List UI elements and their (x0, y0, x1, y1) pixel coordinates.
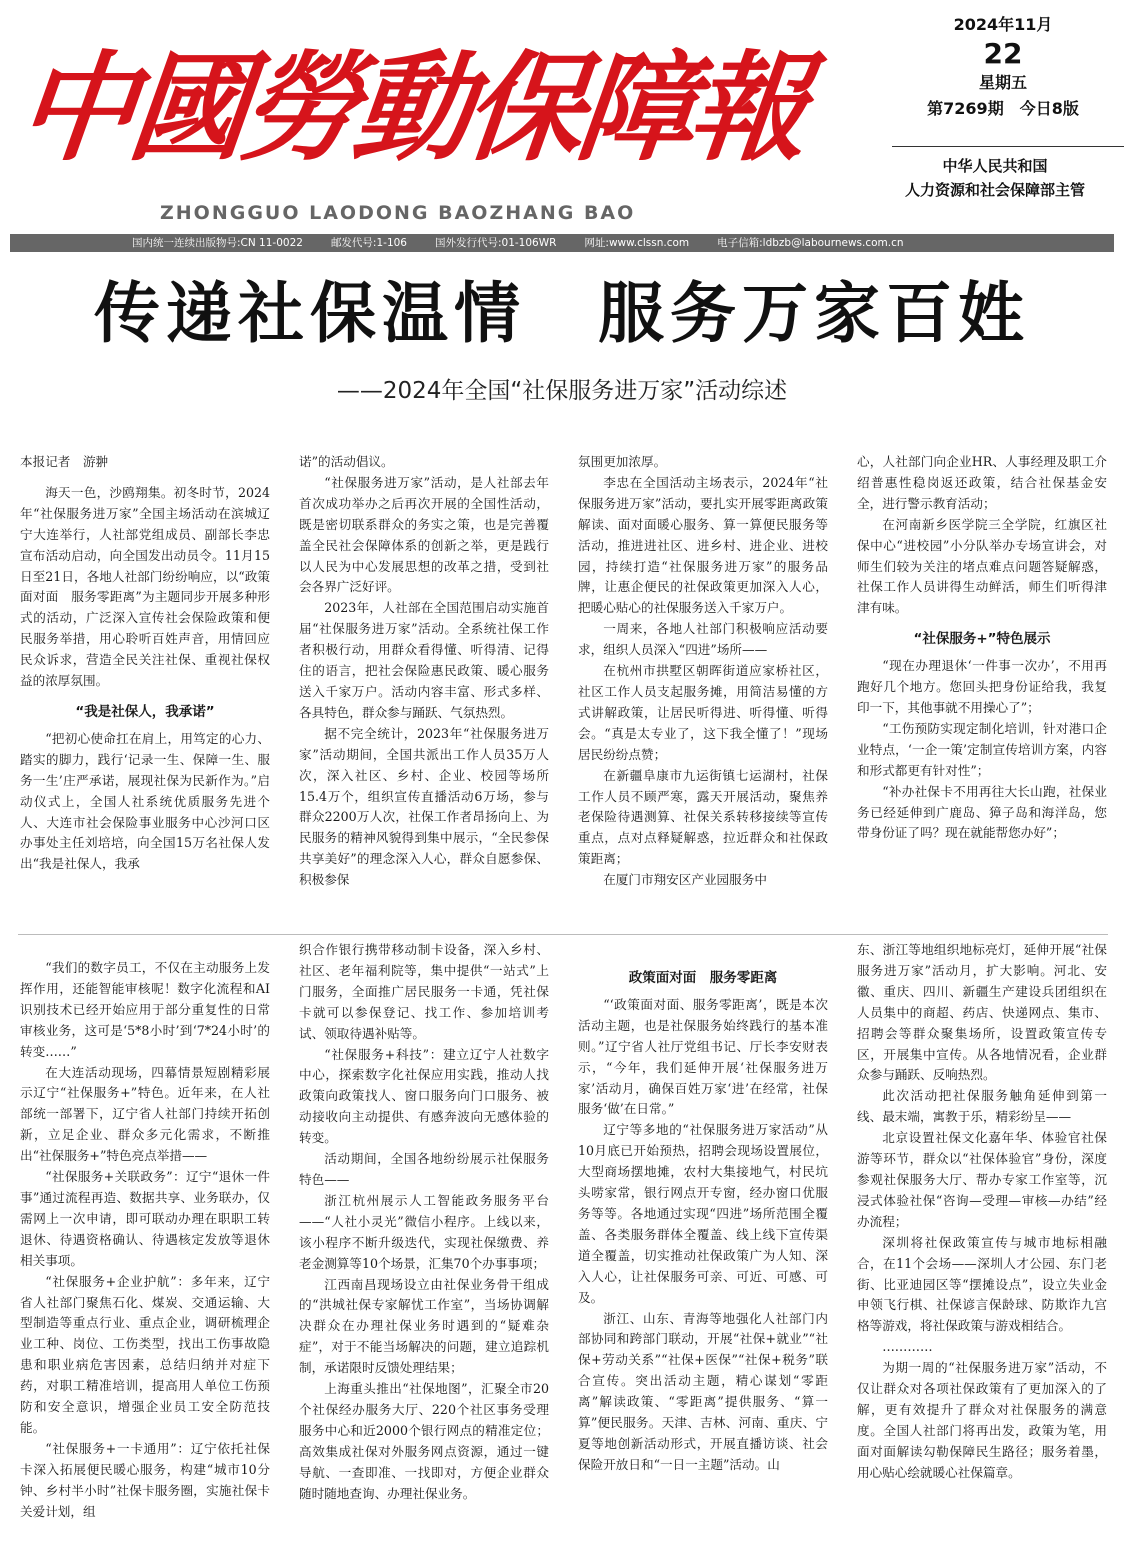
paragraph: “社保服务+企业护航”：多年来，辽宁省人社部门聚焦石化、煤炭、交通运输、大型制造等重点行业、重点企业，调研梳理企业工种、岗位、工伤类型，找出工伤事故隐患和职业病危害因素，总结归纳并对症下药，对职工精准培训，提高用人单位工伤预防和安全意识，增强企业员工安全防范技能。 (20, 1273, 270, 1435)
cn-number: 国内统一连续出版物号:CN 11-0022 (132, 237, 303, 249)
paragraph: 浙江杭州展示人工智能政务服务平台——“人社小灵光”微信小程序。上线以来，该小程序不断升级迭代，实现社保缴费、养老金测算等10个场景，汇集70个办事事项； (299, 1192, 549, 1271)
column-1-top (20, 452, 270, 928)
paragraph: 在厦门市翔安区产业园服务中 (603, 872, 767, 888)
subheadline: ——2024年全国“社保服务进万家”活动综述 (336, 378, 788, 404)
paragraph: 东、浙江等地组织地标亮灯，延伸开展“社保服务进万家”活动月，扩大影响。河北、安徽、重庆、四川、新疆生产建设兵团组织在人员集中的商超、药店、快递网点、集市、招聘会等群众聚集场所，设置政策宣传专区，开展集中宣传。从各地情况看，企业群众参与踊跃、反响热烈。 (857, 942, 1107, 1083)
email[interactable]: 电子信箱:ldbzb@labournews.com.cn (717, 237, 904, 249)
paragraph: 在新疆阜康市九运街镇七运湖村，社保工作人员不顾严寒，露天开展活动，聚焦养老保险待遇测算、社保关系转移接续等宣传重点，点对点释疑解惑，拉近群众和社保政策距离； (578, 767, 828, 867)
headline: 传递社保温情 服务万家百姓 (94, 275, 1030, 352)
masthead-pinyin: ZHONGGUO LAODONG BAOZHANG BAO (160, 202, 636, 224)
publication-info-bar (10, 234, 1114, 252)
website[interactable]: 网址:www.clssn.com (584, 237, 690, 249)
paragraph: “现在办理退休‘一件事一次办’，不用再跑好几个地方。您回头把身份证给我，我复印一下，其他事就不用操心了”； (857, 658, 1107, 715)
paragraph: “社保服务+关联政务”：辽宁“退休一件事”通过流程再造、数据共享、业务联办，仅需网上一次申请，即可联动办理在职职工转退休、待遇资格确认、待遇核定发放等退休相关事项。 (20, 1169, 270, 1268)
section-divider (18, 934, 1108, 935)
paragraph: 为期一周的“社保服务进万家”活动，不仅让群众对各项社保政策有了更加深入的了解，更有效提升了群众对社保服务的满意度。全国人社部门将再出发，政策为笔，用面对面解读勾勒保障民生路径；服务着墨，用心贴心绘就暖心社保篇章。 (857, 1360, 1107, 1480)
weekday: 星期五 (978, 73, 1027, 92)
section-heading-policy: 政策面对面 服务零距离 (628, 970, 778, 986)
paragraph: 氛围更加浓厚。 (578, 454, 667, 469)
paragraph: 海天一色，沙鸥翔集。初冬时节，2024年“社保服务进万家”全国主场活动在滨城辽宁大连举行，人社部党组成员、副部长李忠宣布活动启动，向全国发出动员令。11月15日至21日，各地人社部门纷纷响应，以“政策面对面 服务零距离”为主题同步开展多种形式的活动，广泛深入宣传社会保险政策和便民服务举措，用心聆听百姓声音，用情回应民众诉求，营造全民关注社保、重视社保权益的浓厚氛围。 (20, 484, 270, 689)
column-3-top (578, 452, 828, 928)
sponsor-block (880, 154, 1110, 202)
paragraph: 在大连活动现场，四幕情景短剧精彩展示辽宁“社保服务+”特色。近年来，在人社部统一部署下，辽宁省人社部门持续开拓创新，立足企业、群众多元化需求，不断推出“社保服务+”特色亮点举措—— (20, 1064, 270, 1164)
paragraph: 深圳将社保政策宣传与城市地标相融合，在11个会场——深圳人才公园、东门老街、比亚迪园区等“摆摊设点”，设立失业金申领飞行棋、社保谚言保龄球、防欺诈九宫格等游戏，将社保政策与游戏相结合。 (857, 1234, 1107, 1334)
column-4-top (857, 452, 1107, 928)
paragraph: 在杭州市拱墅区朝晖街道应家桥社区，社区工作人员支起服务摊，用简洁易懂的方式讲解政策，让居民听得进、听得懂、听得会。“真是太专业了，这下我全懂了！”现场居民纷纷点赞； (578, 663, 828, 762)
column-3-bottom (578, 958, 828, 1550)
paragraph: 李忠在全国活动主场表示，2024年“社保服务进万家”活动，要扎实开展零距离政策解读、面对面暖心服务、算一算便民服务等活动，推进进社区、进乡村、进企业、进校园，持续打造“社保服务进万家”的服务品牌，让惠企便民的社保政策更加深入人心，把暖心贴心的社保服务送入千家万户。 (578, 474, 828, 616)
paragraph: 此次活动把社保服务触角延伸到第一线、最末端，寓教于乐，精彩纷呈—— (857, 1088, 1107, 1125)
byline: 本报记者 游翀 (20, 454, 109, 469)
paragraph: ………… (882, 1339, 933, 1355)
date-day: 22 (983, 37, 1023, 70)
sponsor-line-1: 中华人民共和国 (942, 157, 1048, 175)
paragraph: “我们的数字员工，不仅在主动服务上发挥作用，还能智能审核呢！数字化流程和AI识别技术已经开始应用于部分重复性的日常审核业务，这可是‘5*8小时’到‘7*24小时’的转变……” (20, 960, 270, 1059)
sponsor-line-2: 人力资源和社会保障部主管 (904, 181, 1085, 199)
paragraph: 辽宁等多地的“社保服务进万家活动”从10月底已开始预热，招聘会现场设置展位，大型商场摆地摊，农村大集接地气，村民坑头唠家常，银行网点开专窗，经办窗口优服务等等。各地通过实现“四进”场所范围全覆盖、各类服务群体全覆盖、线上线下宣传渠道全覆盖，切实推动社保政策广为人知、深入人心，让社保服务可亲、可近、可感、可及。 (578, 1122, 828, 1305)
section-heading-plus: “社保服务+”特色展示 (913, 631, 1051, 648)
paragraph: 织合作银行携带移动制卡设备，深入乡村、社区、老年福利院等，集中提供“一站式”上门服务，全面推广居民服务一卡通，凭社保卡就可以参保登记、找工作、参加培训考试、领取待遇补贴等。 (299, 942, 549, 1041)
paragraph: 据不完全统计，2023年“社保服务进万家”活动期间，全国共派出工作人员35万人次，深入社区、乡村、企业、校园等场所15.4万个，组织宣传直播活动6万场，参与群众2200万人次，社保工作者昂扬向上、为民服务的精神风貌得到集中展示，“全民参保 共享美好”的理念深入人心，群众自愿参保、积极参保 (299, 725, 562, 888)
paragraph: 北京设置社保文化嘉年华、体验官社保游等环节，群众以“社保体验官”身份，深度参观社保服务大厅、帮办专家工作室等，沉浸式体验社保“咨询—受理—审核—办结”经办流程； (857, 1130, 1107, 1229)
paragraph: 诺”的活动倡议。 (299, 454, 394, 469)
column-2-top (299, 452, 562, 928)
postal-code: 邮发代号:1-106 (330, 237, 407, 249)
section-heading-promise: “我是社保人，我承诺” (75, 703, 215, 720)
paragraph: 心，人社部门向企业HR、人事经理及职工介绍普惠性稳岗返还政策，结合社保基金安全，进行警示教育活动； (857, 454, 1107, 511)
column-2-bottom (299, 940, 549, 1550)
paragraph: 一周来，各地人社部门积极响应活动要求，组织人员深入“四进”场所—— (578, 621, 828, 658)
column-4-bottom (857, 940, 1107, 1550)
masthead-logo: 中國勞動保障報 (10, 38, 810, 177)
paragraph: 上海重头推出“社保地图”，汇聚全市20个社保经办服务大厅、220个社区事务受理服务中心和近2000个银行网点的精准定位；高效集成社保对外服务网点资源，通过一键导航、一查即准、一找即对，方便企业群众随时随地查询、办理社保业务。 (299, 1381, 549, 1501)
date-line: 2024年11月 (953, 15, 1053, 34)
paragraph: 在河南新乡医学院三全学院，红旗区社保中心“进校园”小分队举办专场宣讲会，对师生们较为关注的堵点难点问题答疑解惑，社保工作人员讲得生动鲜活，师生们听得津津有味。 (857, 516, 1107, 616)
paragraph: “社保服务+一卡通用”：辽宁依托社保卡深入拓展便民暖心服务，构建“城市10分钟、乡村半小时”社保卡服务圈，实施社保卡关爱计划，组 (20, 1440, 270, 1519)
column-1-bottom (20, 958, 270, 1550)
paragraph: 2023年，人社部在全国范围启动实施首届“社保服务进万家”活动。全系统社保工作者积极行动，用群众看得懂、听得清、记得住的语言，把社会保险惠民政策、暖心服务送入千家万户。活动内容丰富、形式多样、各具特色，群众参与踊跃、气氛热烈。 (299, 600, 549, 720)
paragraph: 浙江、山东、青海等地强化人社部门内部协同和跨部门联动，开展“社保+就业”“社保+劳动关系”“社保+医保”“社保+税务”联合宣传。突出活动主题，精心谋划“零距离”解读政策、“零距离”提供服务、“算一算”便民服务。天津、吉林、河南、重庆、宁夏等地创新活动形式，开展直播访谈、社会保险开放日和“一日一主题”活动。山 (578, 1310, 828, 1472)
paragraph: “社保服务进万家”活动，是人社部去年首次成功举办之后再次开展的全国性活动，既是密切联系群众的务实之策，也是完善覆盖全民社会保障体系的创新之举，更是践行以人民为中心发展思想的改革之措，受到社会各界广泛好评。 (299, 474, 549, 595)
paragraph: 江西南昌现场设立由社保业务骨干组成的“洪城社保专家解忧工作室”，当场协调解决群众在办理社保业务时遇到的“疑难杂症”，对于不能当场解决的问题，建立追踪机制，承诺限时反馈处理结果； (299, 1276, 549, 1376)
date-block (898, 12, 1108, 122)
paragraph: “把初心使命扛在肩上，用笃定的心力、踏实的脚力，践行‘记录一生、保障一生、服务一生’庄严承诺，展现社保为民新作为。”启动仪式上，全国人社系统优质服务先进个人、大连市社会保险事业服务中心沙河口区办事处主任刘培培，向全国15万名社保人发出“我是社保人，我承 (20, 730, 270, 872)
paragraph: “‘政策面对面、服务零距离’，既是本次活动主题，也是社保服务始终践行的基本准则。”辽宁省人社厅党组书记、厅长李安财表示，“今年，我们延伸开展‘社保服务进万家’活动月，确保百姓万家‘进’在经常，社保服务‘做’在日常。” (578, 996, 828, 1117)
paragraph: “工伤预防实现定制化培训，针对港口企业特点，‘一企一策’定制宣传培训方案，内容和形式都更有针对性”； (857, 720, 1107, 778)
paragraph: 活动期间，全国各地纷纷展示社保服务特色—— (299, 1151, 549, 1187)
masthead-rule (892, 146, 1124, 147)
paragraph: “社保服务+科技”：建立辽宁人社数字中心，探索数字化社保应用实践，推动人找政策向政策找人、窗口服务向门口服务、被动接收向主动提供、有感奔波向无感体验的转变。 (299, 1046, 549, 1146)
intl-code: 国外发行代号:01-106WR (435, 237, 557, 249)
issue-number: 第7269期 今日8版 (927, 99, 1079, 118)
paragraph: “补办社保卡不用再往大长山跑，社保业务已经延伸到广鹿岛、獐子岛和海洋岛，您带身份证了吗？现在就能帮您办好”； (857, 783, 1107, 841)
